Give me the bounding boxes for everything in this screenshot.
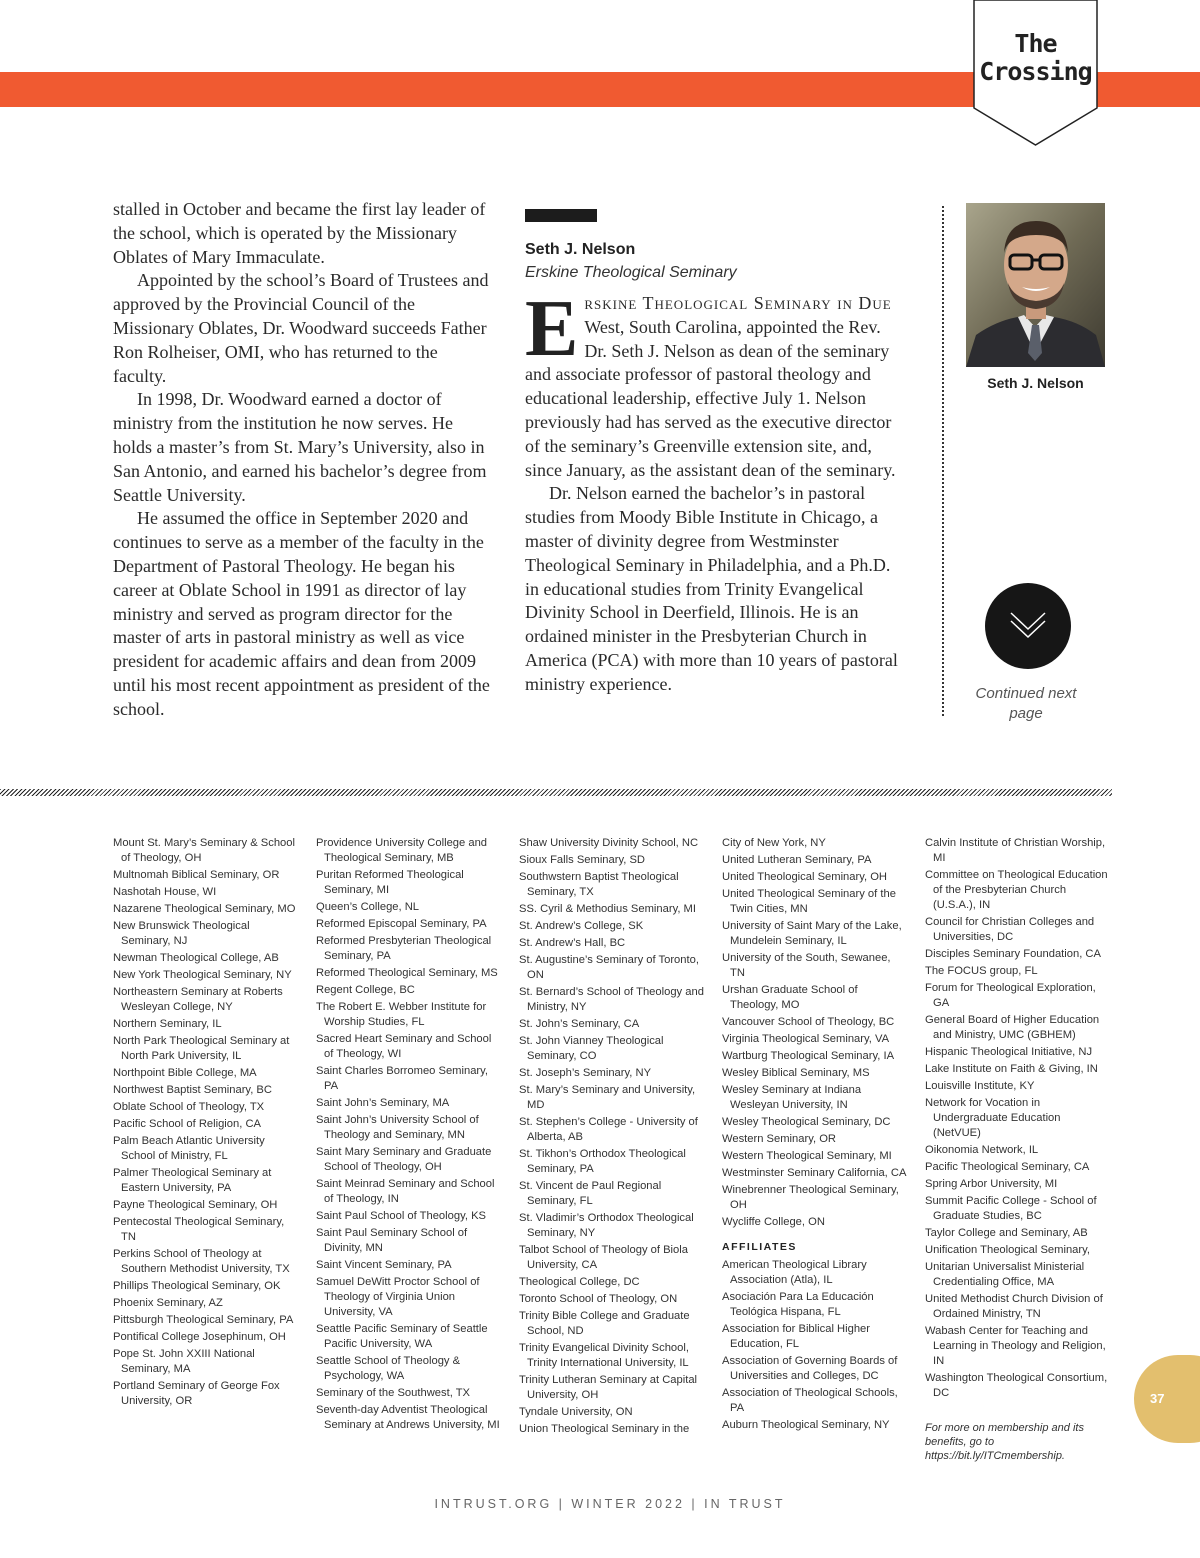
list-item: Perkins School of Theology at Southern Methodist University, TX — [113, 1248, 290, 1275]
list-item: Association for Biblical Higher Education, FL — [722, 1323, 870, 1350]
list-item: New Brunswick Theological Seminary, NJ — [113, 920, 250, 947]
paragraph: Dr. Nelson earned the bachelor’s in pastoral studies from Moody Bible Institute in Chicago, a master of divinity degree from Westminster Theological Seminary in Philadelphia, and a Ph.D. in educational studies from Trinity Evangelical Divinity School in Deerfield, Illinois. He is an ordained minister in the Presbyterian Church in America (PCA) with more than 10 years of pastoral ministry experience. — [525, 483, 898, 694]
section-rule — [525, 209, 597, 222]
list-item: United Lutheran Seminary, PA — [722, 854, 872, 866]
list-item: Southwstern Baptist Theological Seminary, TX — [519, 871, 679, 898]
list-item: Sioux Falls Seminary, SD — [519, 854, 646, 866]
member-list-column-2 — [316, 836, 501, 1435]
list-item: Queen’s College, NL — [316, 901, 420, 913]
list-item: Talbot School of Theology of Biola University, CA — [519, 1244, 688, 1271]
member-list-column-3 — [519, 836, 704, 1439]
list-item: Saint John’s Seminary, MA — [316, 1097, 450, 1109]
list-item: Northeastern Seminary at Roberts Wesleyan College, NY — [113, 986, 283, 1013]
list-item: Regent College, BC — [316, 984, 415, 996]
drop-cap: E — [525, 285, 579, 373]
list-item: Urshan Graduate School of Theology, MO — [722, 984, 858, 1011]
photo-caption: Seth J. Nelson — [987, 375, 1084, 391]
list-item: Theological College, DC — [519, 1276, 640, 1288]
list-item: Seminary of the Southwest, TX — [316, 1387, 471, 1399]
list-item: Seattle School of Theology & Psychology, WA — [316, 1355, 461, 1382]
list-item: Wycliffe College, ON — [722, 1216, 825, 1228]
list-item: Seventh-day Adventist Theological Seminary at Andrews University, MI — [316, 1404, 500, 1431]
list-item: Pacific Theological Seminary, CA — [925, 1161, 1090, 1173]
list-item: Association of Governing Boards of Universities and Colleges, DC — [722, 1355, 898, 1382]
list-item: St. Vladimir’s Orthodox Theological Seminary, NY — [519, 1212, 694, 1239]
list-item: Nazarene Theological Seminary, MO — [113, 903, 296, 915]
list-item: Union Theological Seminary in the — [519, 1423, 690, 1435]
footer: INTRUST.ORG | WINTER 2022 | IN TRUST — [434, 1497, 786, 1511]
member-list — [722, 836, 907, 1230]
list-item: Forum for Theological Exploration, GA — [925, 982, 1096, 1009]
list-item: St. Andrew’s Hall, BC — [519, 937, 626, 949]
list-item: Washington Theological Consortium, DC — [925, 1372, 1108, 1399]
list-item: Toronto School of Theology, ON — [519, 1293, 678, 1305]
list-item: Pope St. John XXIII National Seminary, MA — [113, 1348, 255, 1375]
list-item: St. Joseph’s Seminary, NY — [519, 1067, 652, 1079]
list-item: Saint Vincent Seminary, PA — [316, 1259, 452, 1271]
list-item: St. Augustine’s Seminary of Toronto, ON — [519, 954, 699, 981]
list-item: University of Saint Mary of the Lake, Mundelein Seminary, IL — [722, 920, 902, 947]
list-item: Trinity Bible College and Graduate School, ND — [519, 1310, 690, 1337]
list-item: St. Mary’s Seminary and University, MD — [519, 1084, 696, 1111]
list-item: Tyndale University, ON — [519, 1406, 633, 1418]
member-list-column-1 — [113, 836, 298, 1411]
member-list — [925, 836, 1110, 1401]
section-badge — [973, 0, 1098, 145]
list-item: Saint John’s University School of Theology and Seminary, MN — [316, 1114, 479, 1141]
list-item: Trinity Evangelical Divinity School, Trinity International University, IL — [519, 1342, 689, 1369]
list-item: United Theological Seminary, OH — [722, 871, 887, 883]
section-divider — [0, 789, 1112, 796]
list-item: Portland Seminary of George Fox University, OR — [113, 1380, 280, 1407]
list-item: Disciples Seminary Foundation, CA — [925, 948, 1101, 960]
list-item: Saint Charles Borromeo Seminary, PA — [316, 1065, 489, 1092]
list-item: Northern Seminary, IL — [113, 1018, 222, 1030]
paragraph: He assumed the office in September 2020 and continues to serve as a member of the faculty in the Department of Pastoral Theology. He began his career at Oblate School in 1991 as director of lay ministry and served as program director for the master of arts in pastoral ministry as well as vice president for academic affairs and dean from 2009 until his most recent appointment as president of the school. — [113, 508, 490, 719]
list-item: Wabash Center for Teaching and Learning in Theology and Religion, IN — [925, 1325, 1106, 1367]
list-item: The Robert E. Webber Institute for Worship Studies, FL — [316, 1001, 487, 1028]
list-item: Payne Theological Seminary, OH — [113, 1199, 278, 1211]
list-item: Auburn Theological Seminary, NY — [722, 1419, 890, 1431]
list-item: Saint Mary Seminary and Graduate School of Theology, OH — [316, 1146, 492, 1173]
portrait-illustration — [966, 203, 1105, 367]
list-item: Seattle Pacific Seminary of Seattle Pacific University, WA — [316, 1323, 488, 1350]
list-item: Virginia Theological Seminary, VA — [722, 1033, 890, 1045]
list-item: Multnomah Biblical Seminary, OR — [113, 869, 280, 881]
list-item: Puritan Reformed Theological Seminary, MI — [316, 869, 464, 896]
list-item: American Theological Library Association (Atla), IL — [722, 1259, 867, 1286]
list-item: Reformed Episcopal Seminary, PA — [316, 918, 487, 930]
list-item: Wesley Biblical Seminary, MS — [722, 1067, 870, 1079]
list-item: Council for Christian Colleges and Universities, DC — [925, 916, 1095, 943]
list-item: United Theological Seminary of the Twin Cities, MN — [722, 888, 896, 915]
list-item: Pontifical College Josephinum, OH — [113, 1331, 286, 1343]
list-item: Wartburg Theological Seminary, IA — [722, 1050, 895, 1062]
list-item: Pentecostal Theological Seminary, TN — [113, 1216, 285, 1243]
list-item: St. John Vianney Theological Seminary, CO — [519, 1035, 664, 1062]
list-item: Calvin Institute of Christian Worship, MI — [925, 837, 1106, 864]
list-item: Unification Theological Seminary, — [925, 1244, 1090, 1256]
list-item: Summit Pacific College - School of Graduate Studies, BC — [925, 1195, 1097, 1222]
list-item: Palm Beach Atlantic University School of Ministry, FL — [113, 1135, 265, 1162]
list-item: St. Bernard’s School of Theology and Ministry, NY — [519, 986, 704, 1013]
list-item: Winebrenner Theological Seminary, OH — [722, 1184, 899, 1211]
list-item: Committee on Theological Education of the Presbyterian Church (U.S.A.), IN — [925, 869, 1108, 911]
list-item: St. Andrew’s College, SK — [519, 920, 644, 932]
list-item: Taylor College and Seminary, AB — [925, 1227, 1088, 1239]
section-title-line1: The — [1014, 29, 1057, 58]
continue-button[interactable] — [985, 583, 1071, 669]
paragraph: In 1998, Dr. Woodward earned a doctor of ministry from the institution he now serves. He holds a master’s from St. Mary’s University, also in San Antonio, and earned his bachelor’s degree from Seattle University. — [113, 389, 487, 505]
list-item: St. Stephen’s College - University of Alberta, AB — [519, 1116, 698, 1143]
list-item: Westminster Seminary California, CA — [722, 1167, 907, 1179]
lead-text: West, South Carolina, appointed the Rev. Dr. Seth J. Nelson as dean of the seminary and associate professor of pastoral theology and educational leadership, effective July 1. Nelson previously had has served as the executive director of the seminary’s Greenville extension site, and, since January, as the assistant dean of the seminary. — [525, 316, 896, 480]
list-item: Reformed Presbyterian Theological Seminary, PA — [316, 935, 492, 962]
paragraph: stalled in October and became the first lay leader of the school, which is operated by the Missionary Oblates of Mary Immaculate. — [113, 199, 486, 267]
list-item: Saint Meinrad Seminary and School of Theology, IN — [316, 1178, 495, 1205]
continued-label: Continued next page — [975, 685, 1077, 722]
affiliates-list — [722, 1258, 907, 1433]
list-item: Sacred Heart Seminary and School of Theology, WI — [316, 1033, 492, 1060]
list-item: Saint Paul Seminary School of Divinity, MN — [316, 1227, 468, 1254]
page-number-tab — [1134, 1355, 1200, 1443]
list-item: St. John’s Seminary, CA — [519, 1018, 640, 1030]
article-byline-school: Erskine Theological Seminary — [525, 264, 737, 281]
list-item: Palmer Theological Seminary at Eastern University, PA — [113, 1167, 272, 1194]
list-item: University of the South, Sewanee, TN — [722, 952, 891, 979]
list-item: SS. Cyril & Methodius Seminary, MI — [519, 903, 696, 915]
list-item: Northwest Baptist Seminary, BC — [113, 1084, 272, 1096]
list-item: Unitarian Universalist Ministerial Credentialing Office, MA — [925, 1261, 1085, 1288]
list-item: Mount St. Mary’s Seminary & School of Theology, OH — [113, 837, 295, 864]
list-item: Trinity Lutheran Seminary at Capital University, OH — [519, 1374, 698, 1401]
member-list-column-5 — [925, 836, 1110, 1463]
affiliates-heading: AFFILIATES — [722, 1241, 797, 1253]
page-number: 37 — [1150, 1391, 1165, 1406]
list-item: Network for Vocation in Undergraduate Education (NetVUE) — [925, 1097, 1061, 1139]
list-item: The FOCUS group, FL — [925, 965, 1038, 977]
list-item: Wesley Theological Seminary, DC — [722, 1116, 891, 1128]
list-item: Association of Theological Schools, PA — [722, 1387, 898, 1414]
list-item: General Board of Higher Education and Ministry, UMC (GBHEM) — [925, 1014, 1100, 1041]
article-byline-name: Seth J. Nelson — [525, 241, 636, 258]
list-item: Pacific School of Religion, CA — [113, 1118, 261, 1130]
list-item: Providence University College and Theological Seminary, MB — [316, 837, 488, 864]
paragraph: Appointed by the school’s Board of Trustees and approved by the Provincial Council of the Missionary Oblates, Dr. Woodward succeeds Father Ron Rolheiser, OMI, who has returned to the faculty. — [113, 270, 489, 386]
list-item: Pittsburgh Theological Seminary, PA — [113, 1314, 294, 1326]
article-column-right — [525, 285, 905, 697]
list-item: New York Theological Seminary, NY — [113, 969, 292, 981]
member-list-column-4 — [722, 836, 907, 1435]
list-item: Western Theological Seminary, MI — [722, 1150, 892, 1162]
list-item: Vancouver School of Theology, BC — [722, 1016, 895, 1028]
list-item: St. Tikhon’s Orthodox Theological Seminary, PA — [519, 1148, 686, 1175]
list-item: Lake Institute on Faith & Giving, IN — [925, 1063, 1098, 1075]
portrait-photo — [966, 203, 1105, 367]
section-title-line2: Crossing — [979, 57, 1092, 86]
list-item: Newman Theological College, AB — [113, 952, 279, 964]
list-item: Oblate School of Theology, TX — [113, 1101, 265, 1113]
list-item: United Methodist Church Division of Ordained Ministry, TN — [925, 1293, 1103, 1320]
list-item: Samuel DeWitt Proctor School of Theology of Virginia Union University, VA — [316, 1276, 480, 1318]
list-item: Louisville Institute, KY — [925, 1080, 1035, 1092]
list-item: Spring Arbor University, MI — [925, 1178, 1058, 1190]
list-item: Wesley Seminary at Indiana Wesleyan University, IN — [722, 1084, 862, 1111]
list-item: Hispanic Theological Initiative, NJ — [925, 1046, 1093, 1058]
list-item: Oikonomia Network, IL — [925, 1144, 1039, 1156]
membership-note: For more on membership and its benefits, go to https://bit.ly/ITCmembership. — [925, 1422, 1084, 1462]
list-item: Reformed Theological Seminary, MS — [316, 967, 498, 979]
list-item: Saint Paul School of Theology, KS — [316, 1210, 486, 1222]
list-item: Phillips Theological Seminary, OK — [113, 1280, 281, 1292]
list-item: Shaw University Divinity School, NC — [519, 837, 699, 849]
list-item: City of New York, NY — [722, 837, 826, 849]
list-item: Northpoint Bible College, MA — [113, 1067, 257, 1079]
lead-smallcaps: rskine Theological Seminary in Due — [584, 293, 892, 313]
article-column-left — [113, 198, 493, 722]
list-item: Phoenix Seminary, AZ — [113, 1297, 223, 1309]
list-item: North Park Theological Seminary at North Park University, IL — [113, 1035, 290, 1062]
list-item: Asociación Para La Educación Teológica Hispana, FL — [722, 1291, 874, 1318]
list-item: Nashotah House, WI — [113, 886, 217, 898]
lead-paragraph — [525, 285, 905, 482]
section-title — [973, 30, 1098, 86]
chevron-down-icon — [985, 583, 1071, 669]
list-item: St. Vincent de Paul Regional Seminary, FL — [519, 1180, 662, 1207]
list-item: Western Seminary, OR — [722, 1133, 836, 1145]
column-divider — [942, 206, 944, 716]
